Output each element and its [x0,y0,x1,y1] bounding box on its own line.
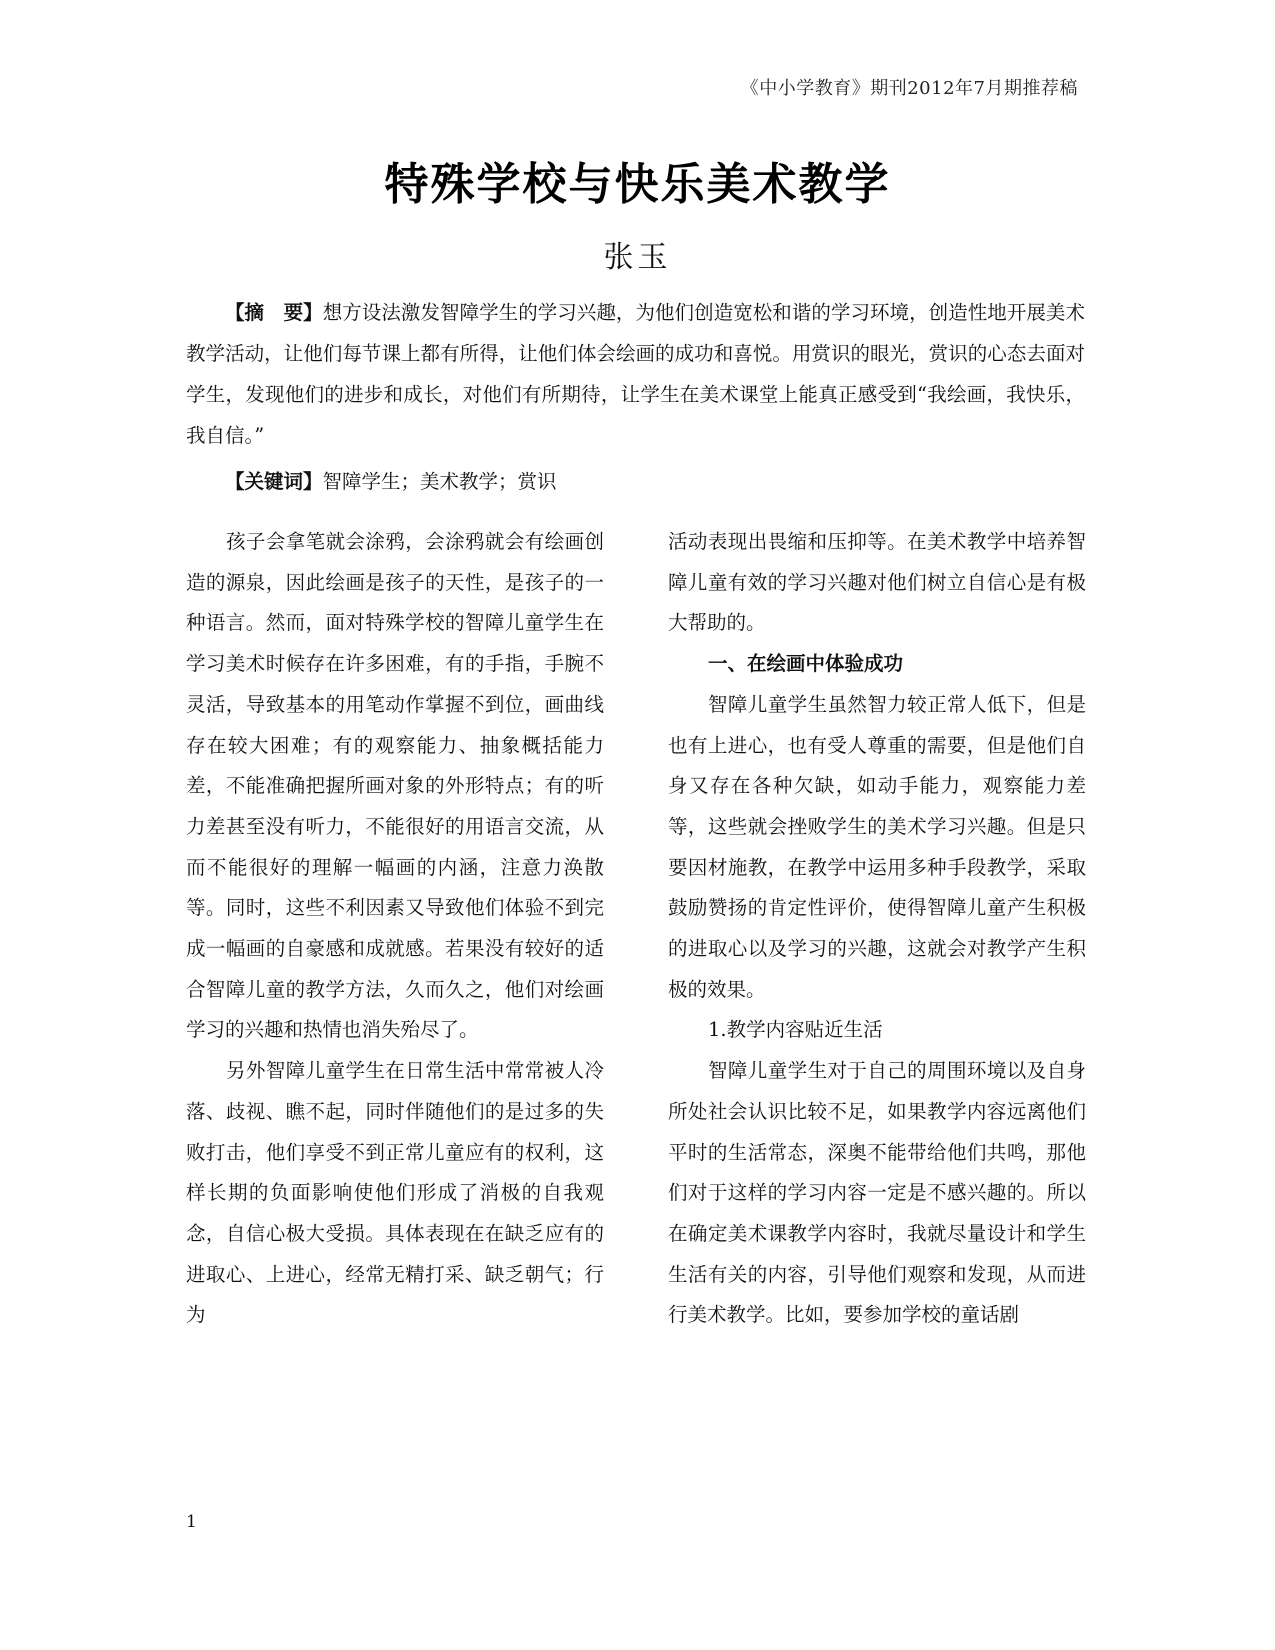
journal-header-note: 《中小学教育》期刊2012年7月期推荐稿 [740,78,1078,99]
body-paragraph-intro: 孩子会拿笔就会涂鸦，会涂鸦就会有绘画创造的源泉，因此绘画是孩子的天性，是孩子的一种语言。然而，面对特殊学校的智障儿童学生在学习美术时候存在许多困难，有的手指，手腕不灵活，导致基本的用笔动作掌握不到位，画曲线存在较大困难；有的观察能力、抽象概括能力差，不能准确把握所画对象的外形特点；有的听力差甚至没有听力，不能很好的用语言交流，从而不能很好的理解一幅画的内涵，注意力涣散等。同时，这些不利因素又导致他们体验不到完成一幅画的自豪感和成就感。若果没有较好的适合智障儿童的教学方法，久而久之，他们对绘画学习的兴趣和热情也消失殆尽了。 [186,530,604,1042]
keywords-label: 【关键词】 [225,470,323,493]
article-author: 张玉 [603,240,672,275]
page-number: 1 [186,1512,197,1532]
keywords-paragraph [186,461,1085,502]
body-paragraph-problems: 另外智障儿童学生在日常生活中常常被人冷落、歧视、瞧不起，同时伴随他们的是过多的失败打击，他们享受不到正常儿童应有的权利，这样长期的负面影响使他们形成了消极的自我观念，自信心极大受损。具体表现在在缺乏应有的进取心、上进心，经常无精打采、缺乏朝气；行为 [186,1059,604,1327]
article-title: 特殊学校与快乐美术教学 [384,159,891,210]
abstract-paragraph [186,292,1085,456]
keywords-text: 智障学生；美术教学；赏识 [322,470,557,493]
body-column-right [668,522,1086,1336]
abstract-text: 想方设法激发智障学生的学习兴趣，为他们创造宽松和谐的学习环境，创造性地开展美术教学活动，让他们每节课上都有所得，让他们体会绘画的成功和喜悦。用赏识的眼光，赏识的心态去面对学生，发现他们的进步和成长，对他们有所期待，让学生在美术课堂上能真正感受到“我绘画，我快乐，我自信。” [186,301,1085,447]
body-paragraph-continuation: 活动表现出畏缩和压抑等。在美术教学中培养智障儿童有效的学习兴趣对他们树立自信心是有极大帮助的。 [668,530,1086,635]
body-column-left [186,522,604,1336]
subsection-heading: 1.教学内容贴近生活 [708,1018,883,1042]
section-heading: 一、在绘画中体验成功 [708,652,904,676]
body-paragraph-section-1: 智障儿童学生虽然智力较正常人低下，但是也有上进心，也有受人尊重的需要，但是他们自身又存在各种欠缺，如动手能力，观察能力差等，这些就会挫败学生的美术学习兴趣。但是只要因材施教，在教学中运用多种手段教学，采取鼓励赞扬的肯定性评价，使得智障儿童产生积极的进取心以及学习的兴趣，这就会对教学产生积极的效果。 [668,692,1086,1001]
body-paragraph-section-2: 智障儿童学生对于自己的周围环境以及自身所处社会认识比较不足，如果教学内容远离他们平时的生活常态，深奥不能带给他们共鸣，那他们对于这样的学习内容一定是不感兴趣的。所以在确定美术课教学内容时，我就尽量设计和学生生活有关的内容，引导他们观察和发现，从而进行美术教学。比如，要参加学校的童话剧 [668,1059,1086,1327]
abstract-label: 【摘 要】 [225,301,323,324]
abstract-block [186,292,1085,502]
